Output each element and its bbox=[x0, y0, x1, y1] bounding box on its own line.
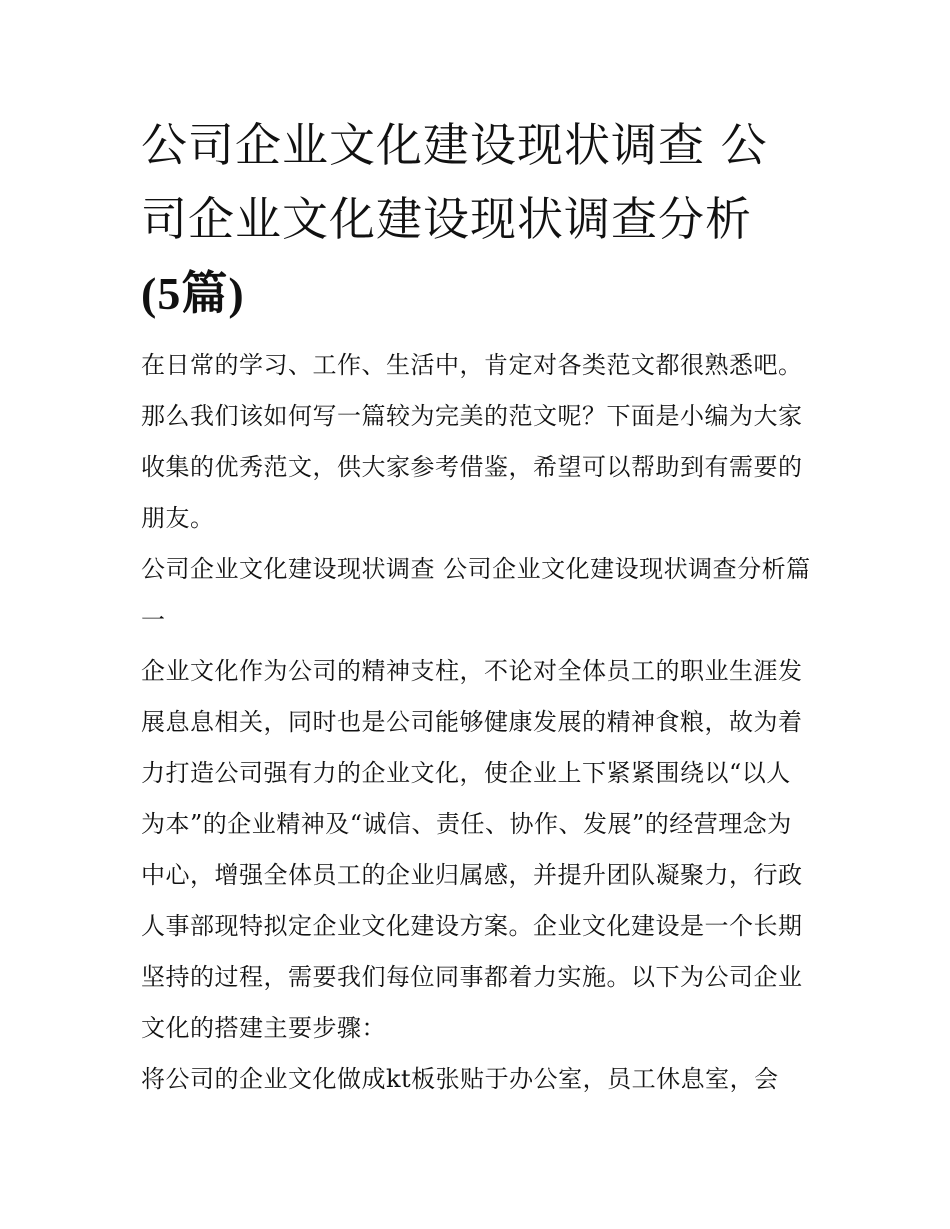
document-page bbox=[141, 108, 813, 1105]
document-title bbox=[141, 108, 813, 331]
title-suffix: (5篇) bbox=[141, 268, 245, 319]
title-main: 公司企业文化建设现状调查 公司企业文化建设现状调查分析 bbox=[141, 118, 768, 246]
intro-paragraph: 在日常的学习、工作、生活中，肯定对各类范文都很熟悉吧。那么我们该如何写一篇较为完美的范文呢？下面是小编为大家收集的优秀范文，供大家参考借鉴，希望可以帮助到有需要的朋友。 bbox=[141, 351, 803, 532]
body-paragraph: 企业文化作为公司的精神支柱，不论对全体员工的职业生涯发展息息相关，同时也是公司能够健康发展的精神食粮，故为着力打造公司强有力的企业文化，使企业上下紧紧围绕以“以人为本”的企业精神及“诚信、责任、协作、发展”的经营理念为中心，增强全体员工的企业归属感，并提升团队凝聚力，行政人事部现特拟定企业文化建设方案。企业文化建设是一个长期坚持的过程，需要我们每位同事都着力实施。以下为公司企业文化的搭建主要步骤： bbox=[141, 657, 803, 1042]
body-paragraph: 将公司的企业文化做成kt板张贴于办公室，员工休息室，会 bbox=[141, 1065, 779, 1093]
section-heading: 公司企业文化建设现状调查 公司企业文化建设现状调查分析篇一 bbox=[141, 555, 811, 634]
